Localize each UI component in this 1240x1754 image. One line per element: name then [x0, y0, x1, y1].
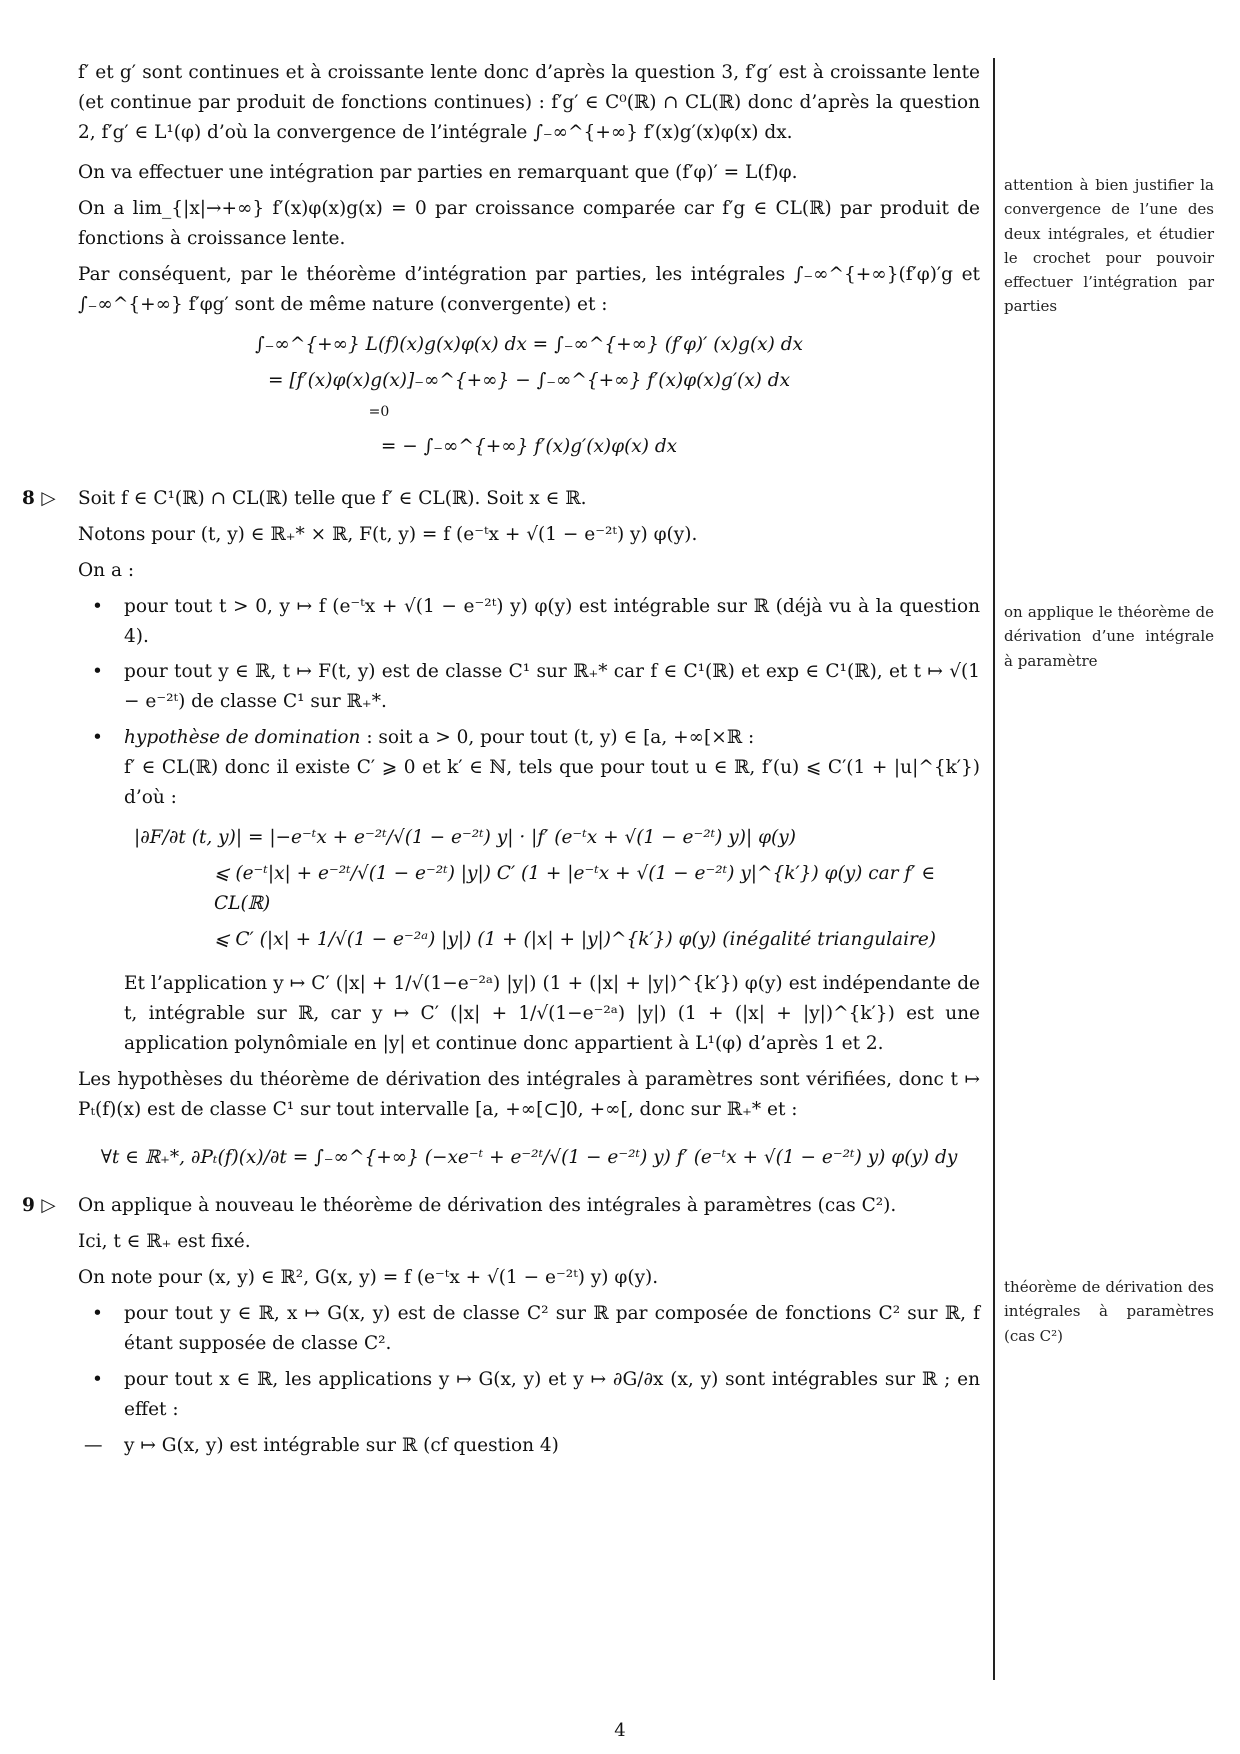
- ipp-eq-line-2-text: = [f′(x)φ(x)g(x)]₋∞^{+∞} − ∫₋∞^{+∞} f′(x)φ(x)g′(x) dx: [267, 369, 791, 391]
- main-column: [22, 58, 980, 1467]
- q8-bullet-3-line-2: f′ ∈ CL(ℝ) donc il existe C′ ⩾ 0 et k′ ∈ ℕ, tels que pour tout u ∈ ℝ, f′(u) ⩽ C′(1 + |u|^{k′}) d’où :: [124, 757, 980, 809]
- intro-block: [78, 58, 980, 462]
- margin-note-2: on applique le théorème de dérivation d’une intégrale à paramètre: [1004, 603, 1214, 670]
- q9-bullets: [78, 1299, 980, 1461]
- q8-bullet-1: • pour tout t > 0, y ↦ f (e⁻ᵗx + √(1 − e⁻²ᵗ) y) φ(y) est intégrable sur ℝ (déjà vu à la question 4).: [78, 592, 980, 652]
- intro-paragraph-4: Par conséquent, par le théorème d’intégration par parties, les intégrales ∫₋∞^{+∞}(f′φ)′g et ∫₋∞^{+∞} f′φg′ sont de même nature (convergente) et :: [78, 263, 980, 315]
- q9-line-3: On note pour (x, y) ∈ ℝ², G(x, y) = f (e⁻ᵗx + √(1 − e⁻²ᵗ) y) φ(y).: [78, 1266, 659, 1288]
- intro-paragraph-2: On va effectuer une intégration par parties en remarquant que (f′φ)′ = L(f)φ.: [78, 161, 798, 183]
- q9-line-1: On applique à nouveau le théorème de dérivation des intégrales à paramètres (cas C²).: [78, 1195, 897, 1216]
- q8-bullets: [78, 592, 980, 1060]
- ipp-display-equation: [78, 330, 980, 462]
- margin-note-3: théorème de dérivation des intégrales à paramètres (cas C²): [1004, 1278, 1214, 1345]
- ipp-eq-line-1: ∫₋∞^{+∞} L(f)(x)g(x)φ(x) dx = ∫₋∞^{+∞} (f′φ)′ (x)g(x) dx: [255, 333, 803, 355]
- page-number: 4: [614, 1720, 626, 1741]
- q8-line-2: Notons pour (t, y) ∈ ℝ₊* × ℝ, F(t, y) = f (e⁻ᵗx + √(1 − e⁻²ᵗ) y) φ(y).: [78, 523, 698, 545]
- question-8-number: 8 ▷: [22, 487, 56, 509]
- bracket-zero-label: =0: [368, 403, 390, 420]
- question-8: [22, 484, 980, 1173]
- q9-line-2: Ici, t ∈ ℝ₊ est fixé.: [78, 1230, 251, 1252]
- q8-bullet-3: [78, 723, 980, 1059]
- margin-rule: [993, 58, 995, 1680]
- q8-bullet-3-after: Et l’application y ↦ C′ (|x| + 1/√(1−e⁻²ᵃ) |y|) (1 + (|x| + |y|)^{k′}) φ(y) est indépendante de t, intégrable sur ℝ, car y ↦ C′ (|x| + 1/√(1−e⁻²ᵃ) |y|) (1 + (|x| + |y|)^{k′}) est une application polynômiale en |y| et continue donc appartient à L¹(φ) d’après 1 et 2.: [124, 973, 980, 1055]
- intro-paragraph-1: f′ et g′ sont continues et à croissante lente donc d’après la question 3, f′g′ est à croissante lente (et continue par produit de fonctions continues) : f′g′ ∈ C⁰(ℝ) ∩ CL(ℝ) donc d’après la question 2, f′g′ ∈ L¹(φ) d’où la convergence de l’intégrale ∫₋∞^{+∞} f′(x)g′(x)φ(x) dx.: [78, 62, 980, 143]
- domination-line-1: |∂F/∂t (t, y)| = |−e⁻ᵗx + e⁻²ᵗ/√(1 − e⁻²ᵗ) y| · |f′ (e⁻ᵗx + √(1 − e⁻²ᵗ) y)| φ(y): [134, 827, 796, 849]
- domination-line-2: ⩽ (e⁻ᵗ|x| + e⁻²ᵗ/√(1 − e⁻²ᵗ) |y|) C′ (1 + |e⁻ᵗx + √(1 − e⁻²ᵗ) y|^{k′}) φ(y) car f′ ∈ CL(ℝ): [214, 863, 936, 915]
- question-9-number: 9 ▷: [22, 1195, 56, 1216]
- ipp-eq-line-3: = − ∫₋∞^{+∞} f′(x)g′(x)φ(x) dx: [380, 435, 678, 457]
- q8-conclusion: Les hypothèses du théorème de dérivation des intégrales à paramètres sont vérifiées, donc t ↦ Pₜ(f)(x) est de classe C¹ sur tout intervalle [a, +∞[⊂]0, +∞[, donc sur ℝ₊* et :: [78, 1069, 980, 1121]
- q8-final-equation: ∀t ∈ ℝ₊*, ∂Pₜ(f)(x)/∂t = ∫₋∞^{+∞} (−xe⁻ᵗ + e⁻²ᵗ/√(1 − e⁻²ᵗ) y) f′ (e⁻ᵗx + √(1 − e⁻²ᵗ) y) φ(y) dy: [100, 1147, 958, 1169]
- domination-line-3: ⩽ C′ (|x| + 1/√(1 − e⁻²ᵃ) |y|) (1 + (|x| + |y|)^{k′}) φ(y) (inégalité triangulaire): [214, 929, 936, 951]
- intro-paragraph-3: On a lim_{|x|→+∞} f′(x)φ(x)g(x) = 0 par croissance comparée car f′g ∈ CL(ℝ) par produit de fonctions à croissance lente.: [78, 197, 980, 249]
- q9-bullet-2: • pour tout x ∈ ℝ, les applications y ↦ G(x, y) et y ↦ ∂G/∂x (x, y) sont intégrables sur ℝ ; en effet :: [78, 1365, 980, 1425]
- question-9: [22, 1191, 980, 1461]
- margin-note-1: attention à bien justifier la convergence de l’une des deux intégrales, et étudier le crochet pour pouvoir effectuer l’intégration par parties: [1004, 176, 1214, 316]
- domination-display: [134, 823, 980, 955]
- domination-hypothesis-label: hypothèse de domination: [124, 727, 361, 749]
- q9-sub-item-1: — y ↦ G(x, y) est intégrable sur ℝ (cf question 4): [78, 1431, 980, 1461]
- q8-line-3: On a :: [78, 559, 135, 581]
- q9-bullet-1: • pour tout y ∈ ℝ, x ↦ G(x, y) est de classe C² sur ℝ par composée de fonctions C² sur ℝ, f étant supposée de classe C².: [78, 1299, 980, 1359]
- ipp-eq-line-2: [78, 366, 980, 426]
- q8-bullet-2: • pour tout y ∈ ℝ, t ↦ F(t, y) est de classe C¹ sur ℝ₊* car f ∈ C¹(ℝ) et exp ∈ C¹(ℝ), et t ↦ √(1 − e⁻²ᵗ) de classe C¹ sur ℝ₊*.: [78, 657, 980, 717]
- q8-bullet-3-rest: : soit a > 0, pour tout (t, y) ∈ [a, +∞[×ℝ :: [360, 727, 755, 749]
- q8-line-1: Soit f ∈ C¹(ℝ) ∩ CL(ℝ) telle que f′ ∈ CL(ℝ). Soit x ∈ ℝ.: [78, 487, 587, 509]
